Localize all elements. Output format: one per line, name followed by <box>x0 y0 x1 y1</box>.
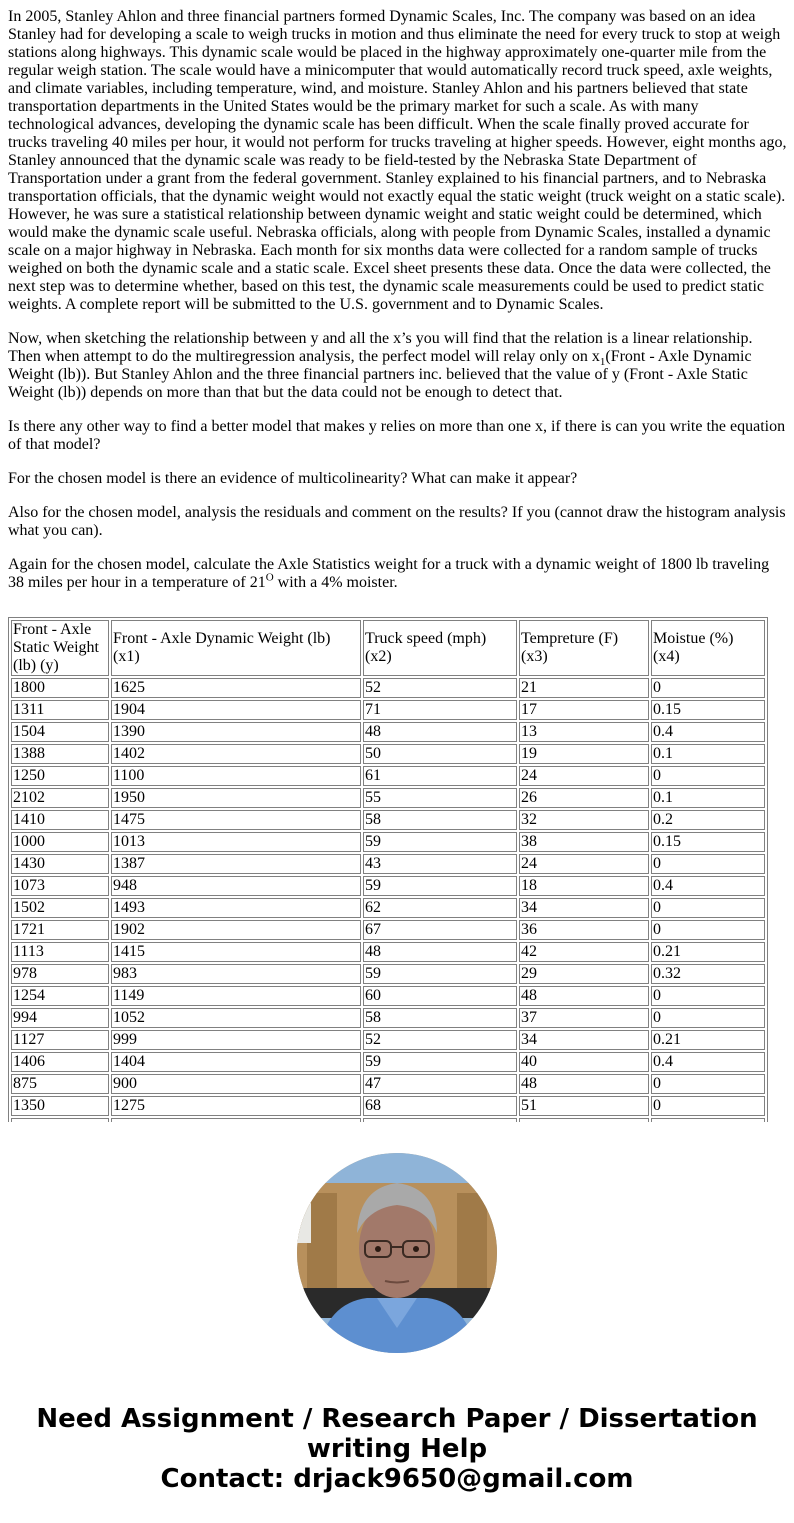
cell-x4: 0.21 <box>651 942 765 962</box>
cell-x1: 1404 <box>111 1052 361 1072</box>
cell-x2: 52 <box>363 678 517 698</box>
table-row <box>11 1030 765 1050</box>
cell-x3: 34 <box>519 898 649 918</box>
cell-x4: 0.15 <box>651 832 765 852</box>
cell-x1: 1402 <box>111 744 361 764</box>
cell-x1: 1052 <box>111 1008 361 1028</box>
cell-x3: 24 <box>519 854 649 874</box>
table-row <box>11 1008 765 1028</box>
cell-x4: 0.2 <box>651 810 765 830</box>
cell-x1: 1013 <box>111 832 361 852</box>
context-text-1: Now, when sketching the relationship between y and all the x’s you will find that the relation is a linear relationship. Then when attempt to do the multiregression analysis, the perfect model will relay only on x <box>8 330 753 365</box>
table-row <box>11 678 765 698</box>
table-row <box>11 898 765 918</box>
table-header-row <box>11 620 765 676</box>
cell-x3: 24 <box>519 766 649 786</box>
context-text-2: (Front - Axle Dynamic Weight (lb)). But Stanley Ahlon and the three financial partners inc. believed that the value of y (Front - Axle Static Weight (lb)) depends on more than that but the data could not be enough to detect that. <box>8 348 752 401</box>
table-row <box>11 986 765 1006</box>
table-row <box>11 810 765 830</box>
cell-y: 1504 <box>11 722 109 742</box>
table-row <box>11 766 765 786</box>
header-moisture: Moistue (%) (x4) <box>651 620 765 676</box>
cell-x2: 59 <box>363 964 517 984</box>
cell-x2: 71 <box>363 700 517 720</box>
cell-y: 1502 <box>11 898 109 918</box>
cell-x1: 1902 <box>111 920 361 940</box>
cell-y: 875 <box>11 1074 109 1094</box>
header-static-weight: Front - Axle Static Weight (lb) (y) <box>11 620 109 676</box>
cell-x1: 900 <box>111 1074 361 1094</box>
cell-x3: 29 <box>519 964 649 984</box>
cell-y: 1388 <box>11 744 109 764</box>
degree-superscript: O <box>265 571 274 584</box>
cell-x1: 1493 <box>111 898 361 918</box>
cell-x4: 0 <box>651 1074 765 1094</box>
banner-line-1: Need Assignment / Research Paper / Dissertation <box>36 1404 758 1434</box>
cell-y: 1254 <box>11 986 109 1006</box>
cell-x2: 61 <box>363 766 517 786</box>
cell-x1 <box>111 1118 361 1122</box>
table-row <box>11 788 765 808</box>
cell-x1: 1387 <box>111 854 361 874</box>
header-dynamic-weight: Front - Axle Dynamic Weight (lb) (x1) <box>111 620 361 676</box>
table-row <box>11 876 765 896</box>
table-row <box>11 1074 765 1094</box>
prediction-text-2: with a 4% moister. <box>273 574 398 591</box>
question-residuals: Also for the chosen model, analysis the residuals and comment on the results? If you (cannot draw the histogram analysis what you can). <box>8 504 786 539</box>
cell-y: 1410 <box>11 810 109 830</box>
cell-x1: 1149 <box>111 986 361 1006</box>
cell-y: 1000 <box>11 832 109 852</box>
table-row-truncated <box>11 1118 765 1122</box>
cell-x4: 0.15 <box>651 700 765 720</box>
table-row <box>11 832 765 852</box>
cell-x3: 48 <box>519 986 649 1006</box>
cell-x3: 19 <box>519 744 649 764</box>
cell-x3: 40 <box>519 1052 649 1072</box>
cell-x2: 50 <box>363 744 517 764</box>
cell-y: 1350 <box>11 1096 109 1116</box>
cell-x4: 0.4 <box>651 876 765 896</box>
cell-y: 1800 <box>11 678 109 698</box>
cell-y: 2102 <box>11 788 109 808</box>
banner-line-2: writing Help <box>306 1434 488 1464</box>
context-paragraph <box>8 330 788 402</box>
cell-y <box>11 1118 109 1122</box>
cell-x3: 18 <box>519 876 649 896</box>
cell-x1: 1390 <box>111 722 361 742</box>
cell-x1: 1415 <box>111 942 361 962</box>
cell-x4: 0 <box>651 766 765 786</box>
cell-x2 <box>363 1118 517 1122</box>
cell-x2: 59 <box>363 876 517 896</box>
cell-x1: 1625 <box>111 678 361 698</box>
cell-x3: 32 <box>519 810 649 830</box>
cell-x3: 51 <box>519 1096 649 1116</box>
cell-x2: 59 <box>363 1052 517 1072</box>
cell-x4: 0 <box>651 986 765 1006</box>
cell-x1: 1275 <box>111 1096 361 1116</box>
question-model: Is there any other way to find a better model that makes y relies on more than one x, if there is can you write the equation of that model? <box>8 418 786 453</box>
table-row <box>11 744 765 764</box>
cell-x2: 58 <box>363 810 517 830</box>
cell-x3: 42 <box>519 942 649 962</box>
cell-x1: 1950 <box>111 788 361 808</box>
cell-x1: 1475 <box>111 810 361 830</box>
cell-y: 978 <box>11 964 109 984</box>
cell-y: 1073 <box>11 876 109 896</box>
header-temperature: Tempreture (F) (x3) <box>519 620 649 676</box>
document-body <box>8 8 788 608</box>
cell-x4: 0.21 <box>651 1030 765 1050</box>
author-avatar <box>297 1153 497 1353</box>
cell-y: 1311 <box>11 700 109 720</box>
cell-y: 1406 <box>11 1052 109 1072</box>
cell-x4: 0.1 <box>651 788 765 808</box>
cell-x2: 43 <box>363 854 517 874</box>
data-table-container <box>8 617 768 1122</box>
cell-x4: 0 <box>651 1008 765 1028</box>
truck-data-table <box>8 617 768 1122</box>
table-row <box>11 700 765 720</box>
table-row <box>11 1096 765 1116</box>
cell-x2: 60 <box>363 986 517 1006</box>
cell-x4: 0.4 <box>651 1052 765 1072</box>
cell-y: 994 <box>11 1008 109 1028</box>
cell-x4 <box>651 1118 765 1122</box>
table-row <box>11 942 765 962</box>
table-row <box>11 1052 765 1072</box>
table-row <box>11 920 765 940</box>
cell-x3: 37 <box>519 1008 649 1028</box>
prediction-text-1: Again for the chosen model, calculate the Axle Statistics weight for a truck with a dynamic weight of 1800 lb traveling 38 miles per hour in a temperature of 21 <box>8 556 770 591</box>
portrait-photo-icon <box>297 1153 497 1353</box>
table-row <box>11 722 765 742</box>
cell-x3 <box>519 1118 649 1122</box>
cell-x3: 17 <box>519 700 649 720</box>
cell-x3: 21 <box>519 678 649 698</box>
header-truck-speed: Truck speed (mph) (x2) <box>363 620 517 676</box>
cell-x4: 0 <box>651 854 765 874</box>
cell-x1: 948 <box>111 876 361 896</box>
cell-x3: 13 <box>519 722 649 742</box>
cell-x4: 0 <box>651 678 765 698</box>
cell-x2: 67 <box>363 920 517 940</box>
cell-x2: 62 <box>363 898 517 918</box>
intro-paragraph: In 2005, Stanley Ahlon and three financial partners formed Dynamic Scales, Inc. The company was based on an idea Stanley had for developing a scale to weigh trucks in motion and thus eliminate the need for every truck to stop at weigh stations along highways. This dynamic scale would be placed in the highway approximately one-quarter mile from the regular weigh station. The scale would have a minicomputer that would automatically record truck speed, axle weights, and climate variables, including temperature, wind, and moisture. Stanley Ahlon and his partners believed that state transportation departments in the United States would be the primary market for such a scale. As with many technological advances, developing the dynamic scale has been difficult. When the scale finally proved accurate for trucks traveling 40 miles per hour, it would not perform for trucks traveling at higher speeds. However, eight months ago, Stanley announced that the dynamic scale was ready to be field-tested by the Nebraska State Department of Transportation under a grant from the federal government. Stanley explained to his financial partners, and to Nebraska transportation officials, that the dynamic weight would not exactly equal the static weight (truck weight on a static scale). However, he was sure a statistical relationship between dynamic weight and static weight could be determined, which would make the dynamic scale useful. Nebraska officials, along with people from Dynamic Scales, installed a dynamic scale on a major highway in Nebraska. Each month for six months data were collected for a random sample of trucks weighed on both the dynamic scale and a static scale. Excel sheet presents these data. Once the data were collected, the next step was to determine whether, based on this test, the dynamic scale measurements could be used to predict static weights. A complete report will be submitted to the U.S. government and to Dynamic Scales. <box>8 8 787 313</box>
cell-y: 1721 <box>11 920 109 940</box>
cell-x3: 26 <box>519 788 649 808</box>
x1-subscript: 1 <box>599 356 606 369</box>
cell-x1: 983 <box>111 964 361 984</box>
cell-x2: 55 <box>363 788 517 808</box>
cell-y: 1127 <box>11 1030 109 1050</box>
cell-x2: 68 <box>363 1096 517 1116</box>
cell-x2: 48 <box>363 942 517 962</box>
cell-x4: 0.1 <box>651 744 765 764</box>
table-row <box>11 854 765 874</box>
cell-x4: 0 <box>651 898 765 918</box>
cell-y: 1430 <box>11 854 109 874</box>
cell-y: 1250 <box>11 766 109 786</box>
cell-x2: 59 <box>363 832 517 852</box>
table-row <box>11 964 765 984</box>
question-multicolinearity: For the chosen model is there an evidence of multicolinearity? What can make it appear? <box>8 470 578 487</box>
cell-x2: 48 <box>363 722 517 742</box>
contact-banner <box>0 1404 794 1494</box>
cell-x1: 999 <box>111 1030 361 1050</box>
cell-x4: 0 <box>651 1096 765 1116</box>
cell-x4: 0 <box>651 920 765 940</box>
cell-x4: 0.4 <box>651 722 765 742</box>
cell-x4: 0.32 <box>651 964 765 984</box>
cell-x2: 52 <box>363 1030 517 1050</box>
cell-x3: 36 <box>519 920 649 940</box>
cell-x2: 47 <box>363 1074 517 1094</box>
cell-x3: 38 <box>519 832 649 852</box>
cell-x2: 58 <box>363 1008 517 1028</box>
cell-x1: 1904 <box>111 700 361 720</box>
question-prediction <box>8 556 788 592</box>
cell-x3: 48 <box>519 1074 649 1094</box>
cell-y: 1113 <box>11 942 109 962</box>
cell-x1: 1100 <box>111 766 361 786</box>
banner-contact-email: Contact: drjack9650@gmail.com <box>160 1464 634 1494</box>
cell-x3: 34 <box>519 1030 649 1050</box>
